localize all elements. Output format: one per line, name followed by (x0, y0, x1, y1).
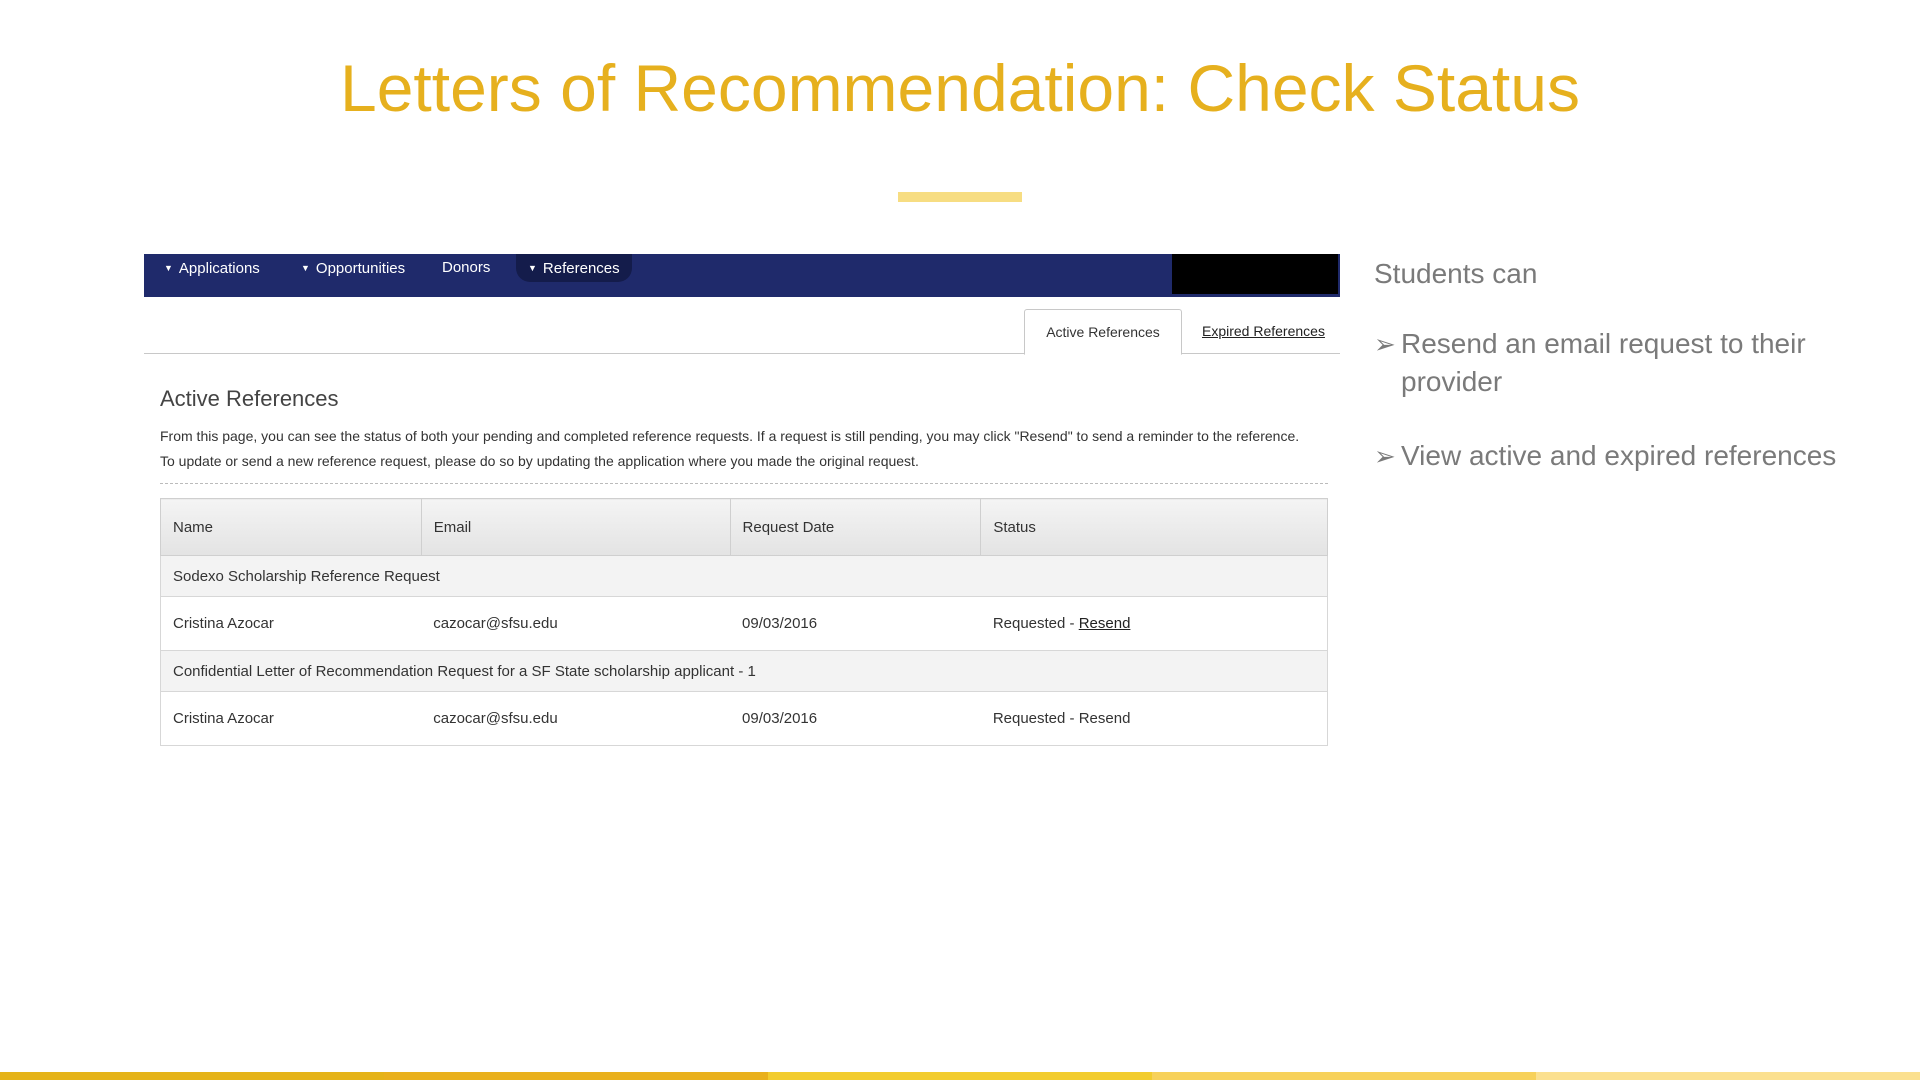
nav-opportunities-label: Opportunities (315, 260, 406, 277)
caret-down-icon: ▼ (301, 263, 310, 273)
table-row (161, 597, 1328, 651)
strip-segment (384, 1072, 768, 1080)
table-group-row (161, 556, 1328, 597)
column-header-request-date[interactable]: Request Date (730, 499, 981, 556)
cell-request-date: 09/03/2016 (730, 692, 981, 746)
nav-references-label: References (542, 260, 620, 277)
table-group-row (161, 651, 1328, 692)
arrow-bullet-icon: ➢ (1374, 441, 1396, 471)
status-text: Requested - (992, 710, 1079, 727)
nav-donors-label: Donors (442, 259, 491, 276)
cell-request-date: 09/03/2016 (730, 597, 981, 651)
bullet-item (1374, 325, 1894, 401)
arrow-bullet-icon: ➢ (1374, 329, 1396, 359)
dashed-divider (160, 483, 1328, 484)
strip-segment (0, 1072, 384, 1080)
section-heading: Active References (160, 386, 339, 411)
bullet-intro: Students can (1374, 258, 1538, 289)
cell-status (981, 597, 1328, 651)
redacted-box (1172, 254, 1338, 294)
cell-email: cazocar@sfsu.edu (421, 597, 730, 651)
nav-applications[interactable] (164, 254, 260, 282)
nav-opportunities[interactable] (301, 254, 405, 282)
resend-text[interactable]: Resend (1078, 710, 1131, 727)
references-table (160, 498, 1328, 746)
column-header-status[interactable]: Status (981, 499, 1328, 556)
slide-title: Letters of Recommendation: Check Status (340, 51, 1580, 125)
section-description: From this page, you can see the status of both your pending and completed reference requests. If a request is still pending, you may click "Resend" to send a reminder to the reference. To update or send a new reference request, please do so by updating the application where you made the original request. (160, 428, 1300, 469)
table-header-row (161, 499, 1328, 556)
strip-segment (1536, 1072, 1920, 1080)
bullet-item (1374, 437, 1894, 475)
group-title: Sodexo Scholarship Reference Request (161, 556, 1328, 597)
group-title: Confidential Letter of Recommendation Request for a SF State scholarship applicant - 1 (161, 651, 1328, 692)
bottom-color-strip (0, 1072, 1920, 1080)
top-navbar (144, 254, 1340, 297)
cell-name: Cristina Azocar (161, 692, 422, 746)
strip-segment (1152, 1072, 1536, 1080)
bullet-text: View active and expired references (1401, 440, 1837, 471)
nav-applications-label: Applications (178, 260, 260, 277)
status-text: Requested - (992, 615, 1079, 632)
cell-email: cazocar@sfsu.edu (421, 692, 730, 746)
cell-status (981, 692, 1328, 746)
resend-link[interactable]: Resend (1078, 615, 1131, 632)
caret-down-icon: ▼ (528, 263, 537, 273)
column-header-email[interactable]: Email (421, 499, 730, 556)
tabs-row (144, 297, 1340, 354)
bullet-panel (1374, 255, 1894, 511)
bullet-text: Resend an email request to their provider (1401, 328, 1806, 397)
caret-down-icon: ▼ (164, 263, 173, 273)
embedded-screenshot (144, 254, 1340, 727)
nav-references[interactable] (516, 254, 632, 282)
column-header-name[interactable]: Name (161, 499, 422, 556)
tab-active-references[interactable]: Active References (1024, 309, 1182, 355)
nav-donors[interactable] (442, 254, 490, 282)
tab-expired-references[interactable]: Expired References (1202, 323, 1325, 339)
title-accent-bar (898, 192, 1022, 202)
table-row (161, 692, 1328, 746)
cell-name: Cristina Azocar (161, 597, 422, 651)
strip-segment (768, 1072, 1152, 1080)
